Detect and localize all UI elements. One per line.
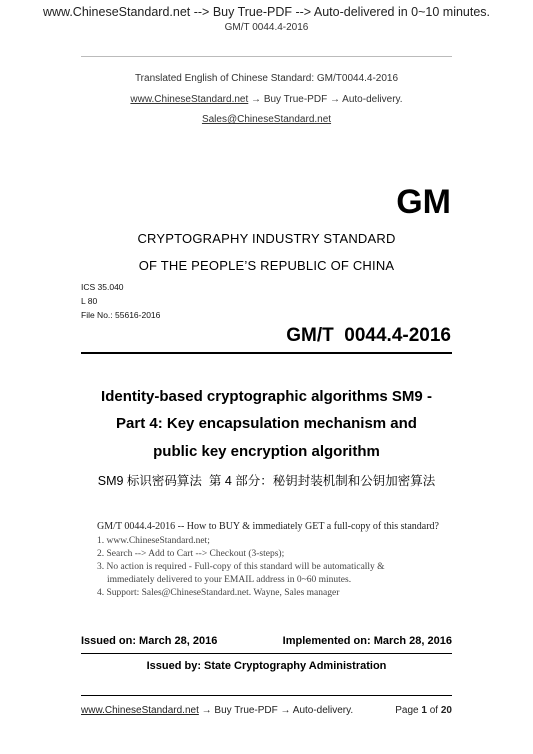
site-line — [0, 94, 533, 105]
site-link[interactable]: www.ChineseStandard.net — [130, 94, 249, 105]
dates-divider — [81, 653, 452, 654]
file-number: File No.: 55616-2016 — [81, 310, 161, 320]
footer-site-link[interactable]: www.ChineseStandard.net — [81, 705, 199, 716]
howto-item-1: 1. www.ChineseStandard.net; — [97, 536, 210, 546]
site-line-rest: → Buy True-PDF → Auto-delivery. — [248, 94, 403, 105]
header-standard-code: GM/T 0044.4-2016 — [224, 22, 309, 33]
email-line — [0, 114, 533, 125]
footer-divider — [81, 695, 452, 696]
issued-date: Issued on: March 28, 2016 — [81, 635, 218, 647]
page-indicator — [395, 705, 452, 716]
chinese-title: SM9 标识密码算法 第 4 部分：秘钥封装机制和公钥加密算法 — [97, 474, 436, 488]
howto-item-3: 3. No action is required - Full-copy of this standard will be automatically & — [97, 562, 385, 572]
standard-code: GM/T 0044.4-2016 — [286, 325, 451, 346]
title-line-3: public key encryption algorithm — [153, 443, 380, 460]
howto-item-4: 4. Support: Sales@ChineseStandard.net. Wayne, Sales manager — [97, 588, 340, 598]
implemented-date: Implemented on: March 28, 2016 — [282, 635, 452, 647]
l-code: L 80 — [81, 296, 98, 306]
republic-line: OF THE PEOPLE’S REPUBLIC OF CHINA — [138, 258, 395, 273]
page-label: Page — [395, 705, 422, 716]
page-number: 1 — [421, 705, 427, 716]
ics-code: ICS 35.040 — [81, 282, 124, 292]
howto-item-2: 2. Search --> Add to Cart --> Checkout (3-steps); — [97, 549, 285, 559]
footer-site-line — [81, 705, 353, 716]
title-divider — [81, 352, 452, 354]
top-banner: www.ChineseStandard.net --> Buy True-PDF --> Auto-delivered in 0~10 minutes. — [42, 5, 491, 19]
issued-by: Issued by: State Cryptography Administration — [146, 660, 387, 672]
email-link[interactable]: Sales@ChineseStandard.net — [201, 114, 332, 125]
title-line-1: Identity-based cryptographic algorithms SM9 - — [101, 388, 432, 405]
footer-site-rest: → Buy True-PDF → Auto-delivery. — [198, 705, 354, 716]
header-divider — [81, 56, 452, 57]
page-of: of — [426, 705, 441, 716]
translated-line: Translated English of Chinese Standard: GM/T0044.4-2016 — [134, 73, 399, 84]
title-line-2: Part 4: Key encapsulation mechanism and — [116, 415, 417, 432]
industry-standard-line: CRYPTOGRAPHY INDUSTRY STANDARD — [137, 231, 396, 246]
gm-mark: GM — [396, 183, 451, 221]
howto-heading: GM/T 0044.4-2016 -- How to BUY & immediately GET a full-copy of this standard? — [97, 521, 439, 532]
page-total: 20 — [440, 705, 452, 716]
howto-item-3-cont: immediately delivered to your EMAIL address in 0~60 minutes. — [107, 575, 352, 585]
